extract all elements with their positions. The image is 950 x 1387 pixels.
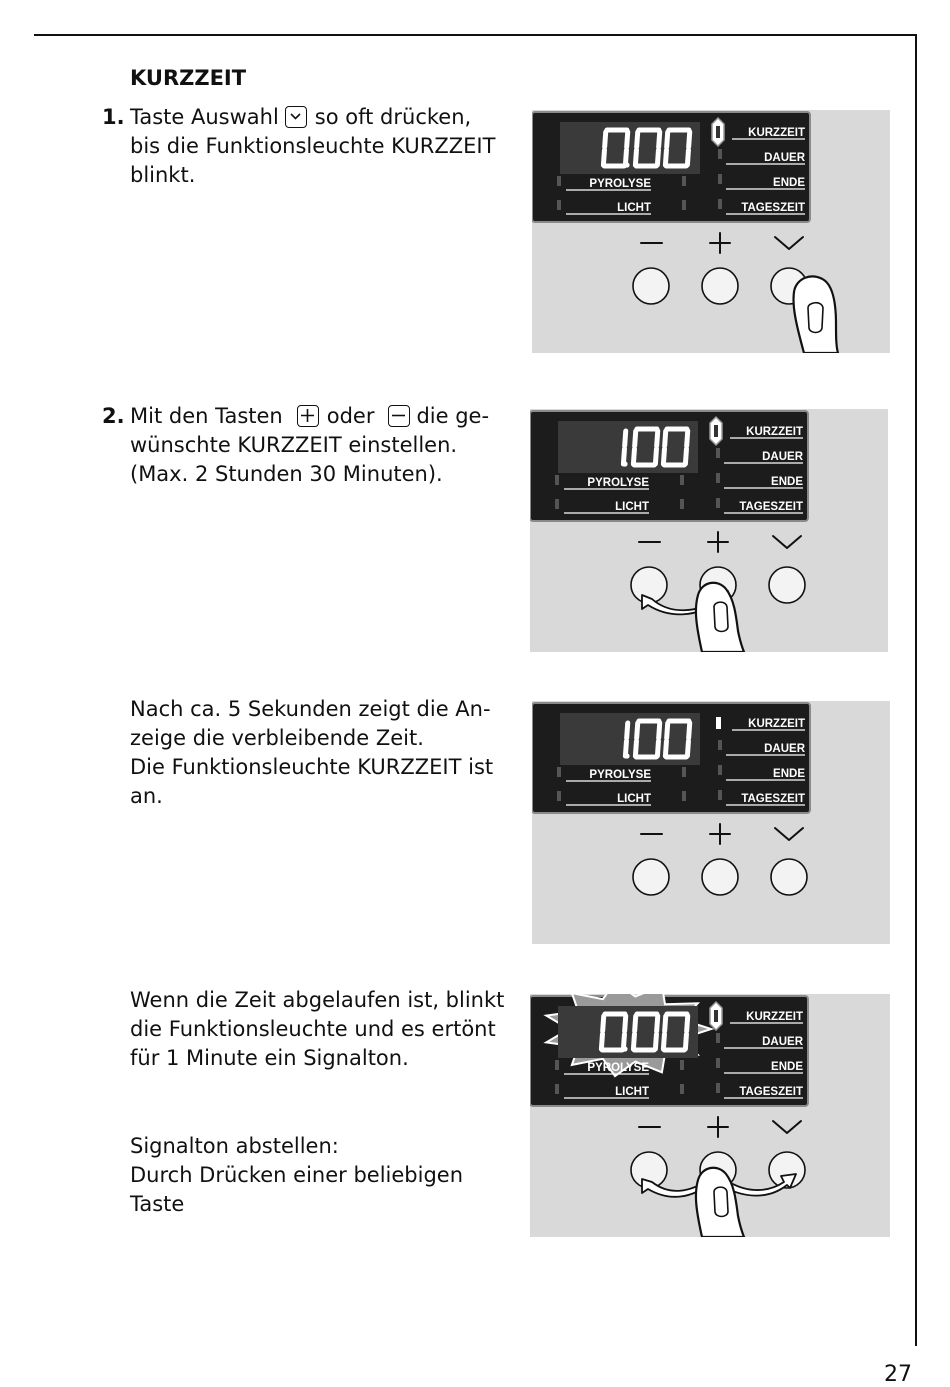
label-licht: LICHT (617, 793, 651, 805)
label-ende: ENDE (773, 768, 805, 780)
para3-line2: zeige die verbleibende Zeit. (130, 726, 424, 750)
minus-button[interactable] (633, 859, 669, 895)
led-label-dauer (718, 740, 722, 750)
select-key-icon (285, 106, 307, 128)
remaining-time-text (130, 695, 525, 811)
led-label-tageszeit (718, 199, 722, 209)
led-label-ende (718, 174, 722, 184)
step-2-line1-c: die ge- (416, 404, 490, 428)
display-dot (622, 1046, 627, 1051)
label-dauer: DAUER (762, 1036, 803, 1048)
label-kurzzeit: KURZZEIT (748, 718, 805, 730)
para5-line2: Durch Drücken einer beliebigen (130, 1163, 464, 1187)
led-left-label-licht (557, 200, 561, 210)
led-label-dauer (716, 1033, 720, 1043)
step-1-line2: bis die Funktionsleuchte KURZZEIT (130, 134, 496, 158)
led-left-label-pyrolyse (555, 1060, 559, 1070)
label-pyrolyse: PYROLYSE (589, 769, 651, 781)
step-2-text (130, 402, 530, 489)
minus-button[interactable] (633, 268, 669, 304)
display-dot (624, 162, 629, 167)
step-2-line1-a: Mit den Tasten (130, 404, 283, 428)
led-left-label-pyrolyse (557, 176, 561, 186)
label-licht: LICHT (615, 501, 649, 513)
panel-illustration-3 (532, 701, 890, 944)
led-left-label-licht (555, 1084, 559, 1094)
led-label-ende (718, 765, 722, 775)
led-mid-label-licht (682, 200, 686, 210)
step-number-2: 2. (102, 404, 125, 428)
para4-line2: die Funktionsleuchte und es ertönt (130, 1017, 496, 1041)
label-ende: ENDE (771, 476, 803, 488)
control-panel-1 (532, 110, 890, 353)
led-mid-label-pyrolyse (682, 767, 686, 777)
label-pyrolyse: PYROLYSE (587, 1062, 649, 1074)
display-dot (624, 753, 629, 758)
led-left-label-pyrolyse (555, 475, 559, 485)
label-dauer: DAUER (762, 451, 803, 463)
label-tageszeit: TAGESZEIT (741, 793, 805, 805)
led-label-ende (716, 473, 720, 483)
page-number: 27 (884, 1362, 912, 1387)
step-1-line1-b: so oft drücken, (314, 105, 472, 129)
plus-button[interactable] (702, 268, 738, 304)
time-elapsed-text (130, 986, 525, 1073)
label-dauer: DAUER (764, 152, 805, 164)
label-dauer: DAUER (764, 743, 805, 755)
led-mid-label-pyrolyse (682, 176, 686, 186)
led-mid-label-pyrolyse (680, 475, 684, 485)
led-label-dauer (718, 149, 722, 159)
signal-off-text (130, 1132, 525, 1219)
kurzzeit-led-icon (714, 425, 718, 437)
led-left-label-pyrolyse (557, 767, 561, 777)
label-tageszeit: TAGESZEIT (739, 501, 803, 513)
para3-line4: an. (130, 784, 163, 808)
kurzzeit-led-icon (714, 1010, 718, 1022)
display-dot (622, 461, 627, 466)
label-pyrolyse: PYROLYSE (587, 477, 649, 489)
label-licht: LICHT (617, 202, 651, 214)
label-tageszeit: TAGESZEIT (741, 202, 805, 214)
led-left-label-licht (557, 791, 561, 801)
label-pyrolyse: PYROLYSE (589, 178, 651, 190)
control-panel-4 (530, 994, 890, 1237)
top-rule (34, 34, 917, 36)
label-tageszeit: TAGESZEIT (739, 1086, 803, 1098)
kurzzeit-led-icon (716, 717, 721, 729)
led-label-ende (716, 1058, 720, 1068)
minus-key-icon (388, 405, 410, 427)
step-1-text (130, 103, 525, 190)
finger-icon (793, 276, 838, 353)
led-label-dauer (716, 448, 720, 458)
para3-line3: Die Funktionsleuchte KURZZEIT ist (130, 755, 494, 779)
led-label-tageszeit (718, 790, 722, 800)
display-digit-1 (625, 723, 627, 756)
select-button[interactable] (771, 859, 807, 895)
step-number-1: 1. (102, 105, 125, 129)
control-panel-2 (530, 409, 888, 652)
para3-line1: Nach ca. 5 Sekunden zeigt die An- (130, 697, 491, 721)
step-1-line1-a: Taste Auswahl (130, 105, 279, 129)
label-kurzzeit: KURZZEIT (746, 1011, 803, 1023)
step-2-line3: (Max. 2 Stunden 30 Minuten). (130, 462, 443, 486)
led-left-label-licht (555, 499, 559, 509)
label-kurzzeit: KURZZEIT (748, 127, 805, 139)
right-rule (915, 34, 917, 1346)
panel-illustration-2 (530, 409, 888, 652)
step-2-line2: wünschte KURZZEIT einstellen. (130, 433, 458, 457)
plus-button[interactable] (702, 859, 738, 895)
led-mid-label-licht (680, 499, 684, 509)
control-panel-3 (532, 701, 890, 944)
step-2-line1-b: oder (326, 404, 375, 428)
label-ende: ENDE (771, 1061, 803, 1073)
led-label-tageszeit (716, 498, 720, 508)
para5-line3: Taste (130, 1192, 185, 1216)
kurzzeit-led-icon (716, 126, 720, 138)
select-button[interactable] (769, 567, 805, 603)
led-label-tageszeit (716, 1083, 720, 1093)
led-mid-label-pyrolyse (680, 1060, 684, 1070)
label-licht: LICHT (615, 1086, 649, 1098)
panel-illustration-4 (530, 994, 890, 1237)
panel-illustration-1 (532, 110, 890, 353)
display-digit-1 (623, 431, 625, 464)
para4-line1: Wenn die Zeit abgelaufen ist, blinkt (130, 988, 505, 1012)
plus-key-icon (297, 405, 319, 427)
para4-line3: für 1 Minute ein Signalton. (130, 1046, 409, 1070)
led-mid-label-licht (680, 1084, 684, 1094)
label-ende: ENDE (773, 177, 805, 189)
section-heading: KURZZEIT (130, 66, 247, 90)
para5-line1: Signalton abstellen: (130, 1134, 339, 1158)
led-mid-label-licht (682, 791, 686, 801)
label-kurzzeit: KURZZEIT (746, 426, 803, 438)
step-1-line3: blinkt. (130, 163, 196, 187)
